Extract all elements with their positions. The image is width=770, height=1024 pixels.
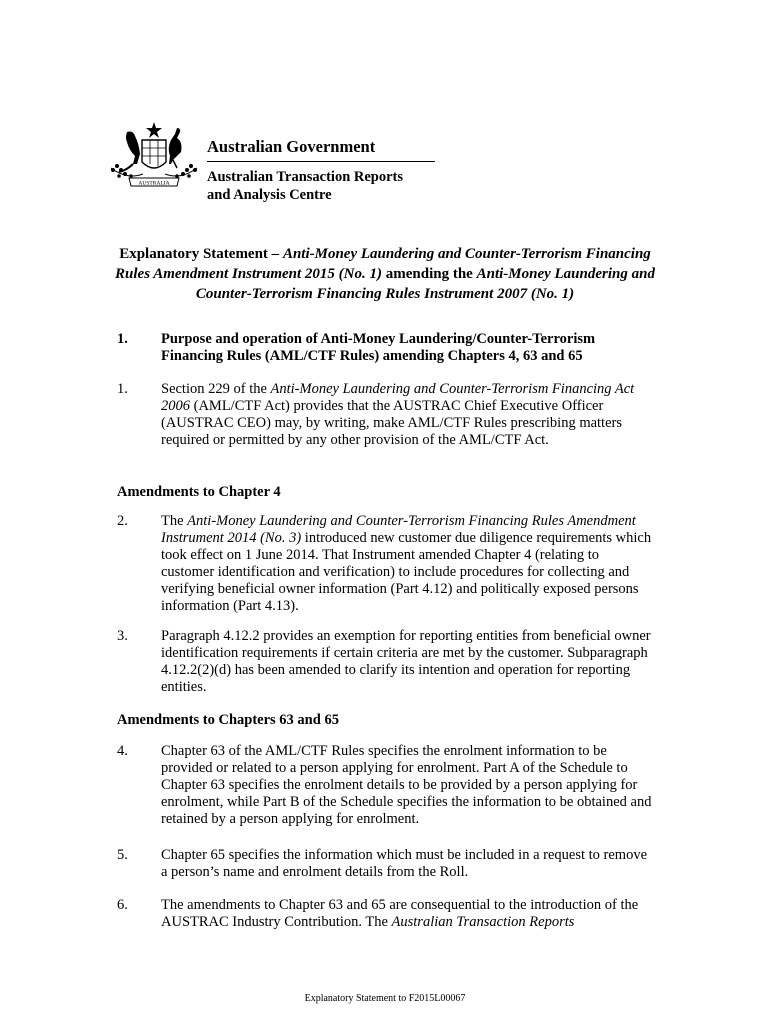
agency-name: Australian Transaction Reports and Analysis Centre: [207, 169, 404, 203]
subheading-chapters-63-65: Amendments to Chapters 63 and 65: [117, 712, 339, 728]
subheading-chapter-4: Amendments to Chapter 4: [117, 484, 281, 500]
document-page: AUSTRALIA Australian Government Australian Transaction Reports and Analysis Centre Explanatory Statement – Anti-Money Laundering and Counter-Terrorism Financing Rules Amendment Instrument 2015 (No. 1) amending the Anti-Money Laundering and Counter-Terrorism Financing Rules Instrument 2007 (No. 1) 1. Purpose and operation of Anti-Money Laundering/Counter-Terrorism Financing Rules (AML/CTF Rules) amending Chapters 4, 63 and 65 1. Section 229 of the Anti-Money Laundering and Counter-Terrorism Financing Act 2006 (AML/CTF Act) provides that the AUSTRAC Chief Executive Officer (AUSTRAC CEO) may, by writing, make AML/CTF Rules prescribing matters required or permitted by any other provision of the AML/CTF Act. Amendments to Chapter 4 2. The Anti-Money Laundering and Counter-Terrorism Financing Rules Amendment Instrument 2014 (No. 3) introduced new customer due diligence requirements which took effect on 1 June 2014. That Instrument amended Chapter 4 (relating to customer identification and verification) to include procedures for collecting and verifying beneficial owner information (Part 4.12) and politically exposed persons information (Part 4.13). 3. Paragraph 4.12.2 provides an exemption for reporting entities from beneficial owner identification requirements if certain criteria are met by the customer. Subparagraph 4.12.2(2)(d) has been amended to clarify its intention and operation for reporting entities. Amendments to Chapters 63 and 65 4. Chapter 63 of the AML/CTF Rules specifies the enrolment information to be provided or related to a person applying for enrolment. Part A of the Schedule to Chapter 63 specifies the enrolment details to be provided by a person applying for enrolment, while Part B of the Schedule specifies the information to be obtained and retained by a person applying for enrolment. 5. Chapter 65 specifies the information which must be included in a request to remove a person’s name and enrolment details from the Roll. 6. The amendments to Chapter 63 and 65 are consequential to the introduction of the AUSTRAC Industry Contribution. The Australian Transaction Reports Explanatory Statement to F2015L00067: [0, 0, 770, 1024]
section-heading-text: Purpose and operation of Anti-Money Laundering/Counter-Terrorism Financing Rules (AML/CTF Rules) amending Chapters 4, 63 and 65: [161, 331, 596, 364]
government-title: Australian Government: [207, 137, 435, 162]
page-footer: Explanatory Statement to F2015L00067: [304, 993, 466, 1004]
document-title: Explanatory Statement – Anti-Money Laundering and Counter-Terrorism Financing Rules Amendment Instrument 2015 (No. 1) amending the Anti-Money Laundering and Counter-Terrorism Financing Rules Instrument 2007 (No. 1): [115, 246, 655, 302]
section-number: 1.: [117, 331, 128, 347]
coat-of-arms-logo: [107, 120, 201, 192]
svg-text:AUSTRALIA: AUSTRALIA: [138, 180, 170, 187]
letterhead: [207, 137, 435, 204]
